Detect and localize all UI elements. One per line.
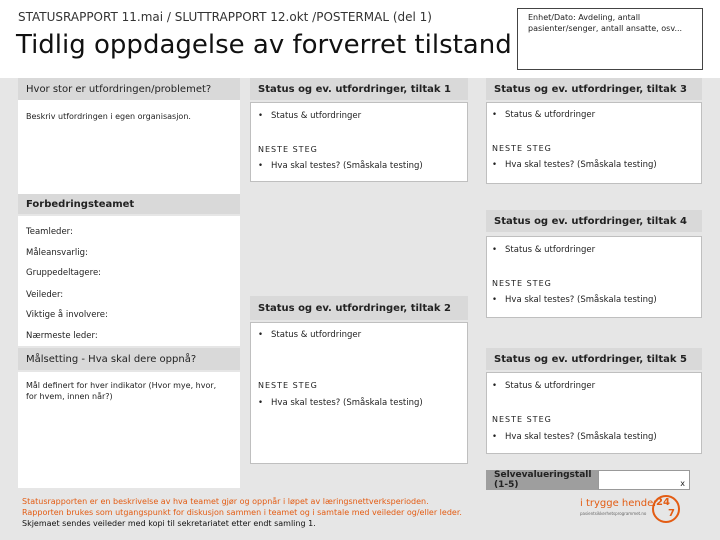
status1-next-label: NESTE STEG: [258, 145, 318, 154]
self-eval-value: x: [680, 479, 685, 488]
team-field-manager[interactable]: Nærmeste leder:: [26, 331, 98, 341]
status4-next-bullet: • Hva skal testes? (Småskala testing): [492, 295, 657, 305]
logo-text: i trygge hender: [580, 498, 658, 509]
status2-next-bullet: • Hva skal testes? (Småskala testing): [258, 398, 423, 408]
logo-number-top: 24: [656, 497, 670, 508]
status5-bullet: • Status & utfordringer: [492, 381, 595, 391]
status2-bullet: • Status & utfordringer: [258, 330, 361, 340]
status2-panel: [250, 322, 468, 464]
status4-bullet: • Status & utfordringer: [492, 245, 595, 255]
status1-heading: Status og ev. utfordringer, tiltak 1: [250, 78, 468, 100]
status1-next-bullet: • Hva skal testes? (Småskala testing): [258, 161, 423, 171]
team-field-supervisor[interactable]: Veileder:: [26, 290, 64, 300]
report-type-line: STATUSRAPPORT 11.mai / SLUTTRAPPORT 12.okt /POSTERMAL (del 1): [18, 10, 432, 24]
footer-text: [22, 496, 462, 529]
status2-heading: Status og ev. utfordringer, tiltak 2: [250, 296, 468, 320]
self-eval-label: Selvevalueringstall (1-5): [486, 470, 598, 490]
unit-info-box: [517, 8, 703, 70]
unit-info-text: Enhet/Dato: Avdeling, antall pasienter/senger, antall ansatte, osv...: [528, 13, 683, 33]
logo-number-bottom: 7: [668, 508, 675, 519]
status3-bullet: • Status & utfordringer: [492, 110, 595, 120]
status2-next-label: NESTE STEG: [258, 381, 318, 390]
goal-body: Mål definert for hver indikator (Hvor mye, hvor, for hvem, innen når?): [26, 381, 217, 401]
self-eval-value-box[interactable]: [598, 470, 690, 490]
logo-subtext: pasientsikkerhetsprogrammet.no: [580, 511, 647, 516]
status3-next-bullet: • Hva skal testes? (Småskala testing): [492, 160, 657, 170]
problem-heading: Hvor stor er utfordringen/problemet?: [18, 78, 240, 100]
team-field-leader[interactable]: Teamleder:: [26, 227, 73, 237]
status4-heading: Status og ev. utfordringer, tiltak 4: [486, 210, 702, 232]
footer-black-text: Skjemaet sendes veileder med kopi til sekretariatet etter endt samling 1.: [22, 519, 316, 528]
status5-next-bullet: • Hva skal testes? (Småskala testing): [492, 432, 657, 442]
status5-heading: Status og ev. utfordringer, tiltak 5: [486, 348, 702, 370]
team-field-measure[interactable]: Måleansvarlig:: [26, 248, 88, 258]
status1-bullet: • Status & utfordringer: [258, 111, 361, 121]
team-field-involve[interactable]: Viktige å involvere:: [26, 310, 108, 320]
team-field-members[interactable]: Gruppedeltagere:: [26, 268, 102, 278]
footer-orange-text: Statusrapporten er en beskrivelse av hva teamet gjør og oppnår i løpet av læringsnettverksperioden. Rapporten brukes som utgangspunkt for diskusjon sammen i teamet og i samtale med veileder og/eller leder.: [22, 497, 462, 517]
status5-next-label: NESTE STEG: [492, 415, 552, 424]
status3-next-label: NESTE STEG: [492, 144, 552, 153]
goal-heading: Målsetting - Hva skal dere oppnå?: [18, 348, 240, 370]
team-heading: Forbedringsteamet: [18, 194, 240, 214]
status4-next-label: NESTE STEG: [492, 279, 552, 288]
status3-heading: Status og ev. utfordringer, tiltak 3: [486, 78, 702, 100]
logo: [580, 496, 690, 526]
problem-body: Beskriv utfordringen i egen organisasjon.: [26, 112, 191, 121]
page-title: Tidlig oppdagelse av forverret tilstand: [16, 30, 512, 60]
